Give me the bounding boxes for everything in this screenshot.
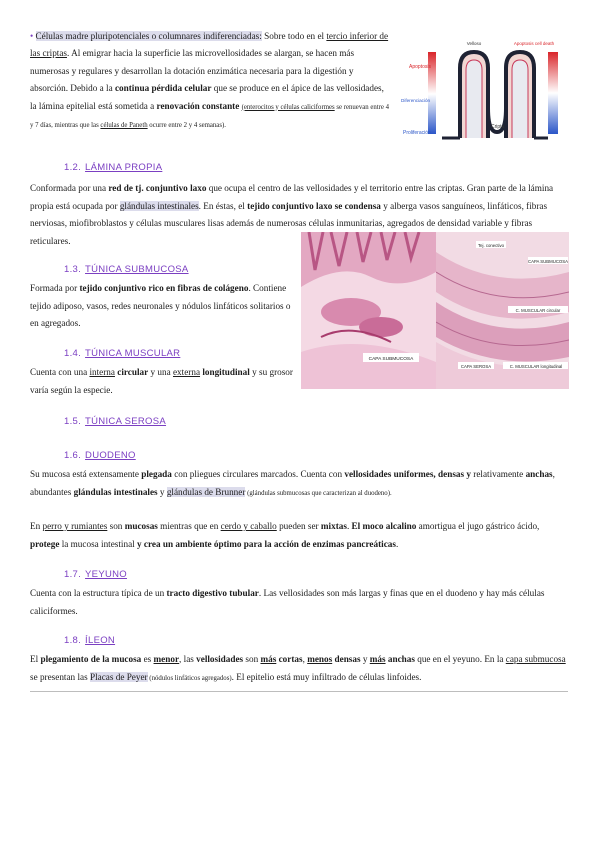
- bold-text: continua pérdida celular: [114, 83, 212, 94]
- text: . El epitelio está muy infiltrado de células linfoides.: [231, 671, 422, 682]
- text: .: [346, 521, 352, 531]
- section-number: 1.3.: [64, 264, 82, 275]
- micrograph-left: [301, 232, 436, 389]
- text: y una: [148, 367, 173, 377]
- bold-text: vellosidades uniformes, densas y: [344, 469, 471, 479]
- divider: [30, 691, 568, 692]
- underlined-text: tercio inferior de las criptas: [30, 31, 389, 59]
- duodeno-paragraph-2: [30, 518, 570, 553]
- bold-text: plegada: [141, 469, 172, 479]
- text: se presentan las: [30, 671, 90, 682]
- label-proliferation: Proliferación: [403, 130, 431, 136]
- text: amortigua el jugo gástrico ácido,: [416, 521, 540, 531]
- intro-paragraph: [30, 28, 390, 134]
- bold-text: cortas: [278, 654, 303, 664]
- section-title: DUODENO: [85, 450, 136, 461]
- underlined-text: capa submucosa: [505, 654, 566, 664]
- text: mientras que en: [157, 521, 221, 531]
- bold-text: tejido conjuntivo laxo se condensa: [247, 200, 381, 211]
- micrograph-label: C. MUSCULAR circular: [515, 308, 561, 313]
- bold-text: El moco alcalino: [351, 521, 417, 531]
- micrograph-label: CAPA SEROSA: [460, 364, 492, 369]
- section-title: ÍLEON: [85, 635, 116, 646]
- label-crypt: Cripta: [491, 124, 505, 130]
- text: . Las vellosidades son más largas y finas que en el duodeno y hay más células caliciformes.: [30, 588, 545, 616]
- section-title: LÁMINA PROPIA: [85, 162, 163, 173]
- text: que ocupa el centro de las vellosidades y el territorio entre las criptas. Gran parte de la lámina propia está ocupada por: [30, 183, 554, 211]
- villus-core: [466, 60, 482, 138]
- highlight-text: Placas de Peyer: [89, 671, 148, 682]
- underlined-text: cerdo y caballo: [220, 521, 277, 531]
- label-top: Velloso: [466, 41, 482, 46]
- micrograph-label: C. MUSCULAR longitudinal: [509, 364, 563, 369]
- text: Su mucosa está extensamente: [30, 469, 142, 479]
- section-heading-tunica-serosa: [64, 416, 166, 427]
- micrograph-label: CAPA SUBMUCOSA: [527, 259, 569, 264]
- section-heading-yeyuno: [64, 569, 127, 580]
- text: ,: [302, 654, 308, 664]
- text: y: [157, 486, 167, 497]
- section-title: YEYUNO: [85, 569, 127, 580]
- text: con pliegues circulares marcados. Cuenta con: [171, 469, 345, 479]
- text: relativamente: [470, 469, 526, 479]
- bold-text: glándulas intestinales: [73, 486, 158, 497]
- highlight-text: glándulas de Brunner: [166, 486, 246, 497]
- bold-text: longitudinal: [202, 367, 250, 377]
- text: . Al emigrar hacia la superficie las microvellosidades se alargan, se hacen más numerosas y regulares y desarrollan la dotación enzimática necesaria para la digestión y absorción. Debido a la: [30, 48, 355, 94]
- bold-text: mixtas: [320, 521, 347, 531]
- small-underlined-text: células de Paneth: [100, 122, 148, 130]
- text: y su grosor varía según la especie.: [30, 367, 293, 395]
- text: , abundantes: [30, 469, 555, 497]
- text: Conformada por una: [30, 183, 109, 193]
- label-apoptosis: Apoptosis: [409, 64, 431, 70]
- text: que en el yeyuno. En la: [414, 654, 506, 664]
- section-number: 1.2.: [64, 162, 82, 173]
- text: y: [360, 654, 370, 664]
- section-heading-tunica-muscular: [64, 348, 180, 359]
- stem-cells-highlight: Células madre pluripotenciales o columnares indiferenciadas:: [35, 31, 262, 41]
- text: son: [107, 521, 125, 531]
- bold-text: protege: [30, 538, 60, 549]
- villus-renewal-diagram: [398, 38, 568, 142]
- bold-text: plegamiento de la mucosa: [40, 654, 142, 664]
- section-number: 1.7.: [64, 569, 82, 580]
- underlined-text: externa: [172, 367, 201, 377]
- bold-underlined-text: más: [260, 654, 277, 664]
- small-text: (glándulas submucosas que caracterizan al duodeno).: [245, 489, 392, 497]
- bold-text: y crea un ambiente óptimo para la acción de enzimas pancreáticas: [137, 538, 396, 549]
- yeyuno-paragraph: [30, 585, 570, 620]
- bold-underlined-text: más: [369, 654, 386, 664]
- bold-text: red de tj. conjuntivo laxo: [108, 183, 207, 193]
- section-number: 1.4.: [64, 348, 82, 359]
- section-heading-ileon: [64, 635, 115, 646]
- villus-core: [512, 60, 528, 138]
- text: . En éstas, el: [198, 200, 248, 211]
- small-text: se renuevan entre 4 y 7 días, mientras que las: [30, 103, 390, 130]
- bold-text: anchas: [525, 469, 553, 479]
- section-title: TÚNICA SEROSA: [85, 416, 167, 427]
- section-title: TÚNICA MUSCULAR: [85, 348, 181, 359]
- bold-text: tracto digestivo tubular: [166, 588, 259, 598]
- section-heading-tunica-submucosa: [64, 264, 189, 275]
- text: El: [30, 654, 41, 664]
- tunica-muscular-paragraph: [30, 364, 298, 399]
- gradient-bar-right: [548, 52, 558, 134]
- section-number: 1.8.: [64, 635, 82, 646]
- bold-text: anchas: [387, 654, 415, 664]
- label-differentiation: Diferenciación: [401, 98, 431, 103]
- gradient-bar-left: [428, 52, 436, 94]
- section-heading-lamina-propia: [64, 162, 162, 173]
- text: que se produce en el ápice de las vellosidades, la lámina epitelial está sometida a: [30, 83, 384, 111]
- text: . Contiene tejido adiposo, vasos, redes neuronales y nódulos linfáticos solitarios o en agregados.: [30, 283, 291, 329]
- bold-text: tejido conjuntivo rico en fibras de colágeno: [79, 283, 249, 293]
- text: pueden ser: [276, 521, 321, 531]
- bold-underlined-text: menor: [153, 654, 180, 664]
- text: la mucosa intestinal: [59, 538, 138, 549]
- bullet: •: [30, 31, 34, 41]
- section-heading-duodeno: [64, 450, 136, 461]
- bold-text: densas: [334, 654, 361, 664]
- tunica-submucosa-paragraph: [30, 280, 294, 333]
- text: En: [30, 521, 43, 531]
- bold-underlined-text: menos: [307, 654, 333, 664]
- text: y alberga vasos sanguíneos, linfáticos, fibras nerviosas, miofibroblastos y células musculares lisas además de numerosas células inmunitarias, agregados de densidad variable y fibras reticulares.: [30, 200, 548, 246]
- highlight-text: glándulas intestinales: [119, 200, 199, 211]
- bold-text: mucosas: [124, 521, 158, 531]
- underlined-text: perro y rumiantes: [42, 521, 108, 531]
- small-text: ocurre entre 2 y 4 semanas).: [147, 122, 226, 130]
- text: Sobre todo en el: [261, 31, 327, 41]
- label-apoptosis-cell-death: Apoptosis cell death: [513, 41, 555, 46]
- bold-text: vellosidades: [196, 654, 244, 664]
- small-text: (nódulos linfáticos agregados): [147, 674, 232, 682]
- text: .: [395, 538, 399, 549]
- micrograph-label: Tej. conectivo: [477, 243, 505, 248]
- duodeno-paragraph-1: [30, 466, 570, 502]
- bold-text: circular: [117, 367, 149, 377]
- section-number: 1.6.: [64, 450, 82, 461]
- section-title: TÚNICA SUBMUCOSA: [85, 264, 189, 275]
- text: es: [141, 654, 154, 664]
- section-number: 1.5.: [64, 416, 82, 427]
- micrograph-label: CAPA SUBMUCOSA: [368, 357, 414, 362]
- text: Formada por: [30, 283, 80, 293]
- underlined-text: interna: [89, 367, 115, 377]
- text: Cuenta con una: [30, 367, 90, 377]
- text: , las: [179, 654, 197, 664]
- text: Cuenta con la estructura típica de un: [30, 588, 167, 598]
- text: son: [243, 654, 261, 664]
- micrograph-right: [436, 232, 569, 389]
- small-underlined-text: (enterocitos y células caliciformes: [241, 103, 335, 111]
- bold-text: renovación constante: [156, 100, 240, 111]
- ileon-paragraph: [30, 651, 570, 687]
